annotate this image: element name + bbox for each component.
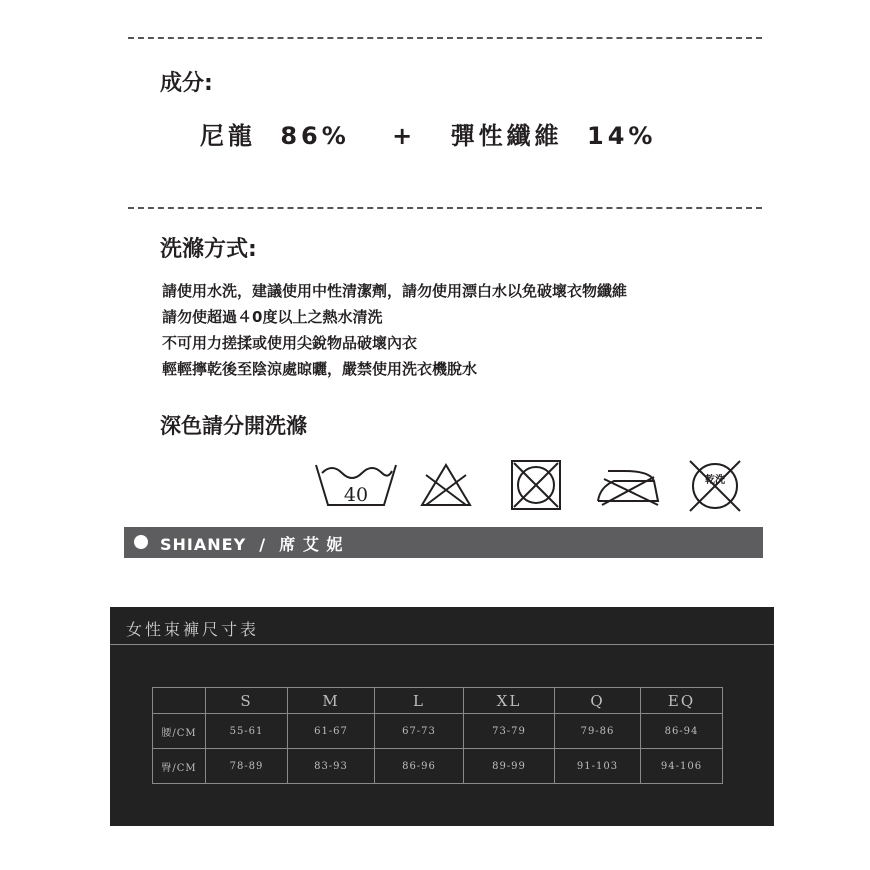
dry-clean-label: 乾洗 — [705, 475, 725, 486]
size-table — [152, 687, 723, 784]
table-cell: 79-86 — [555, 714, 641, 749]
table-cell: 91-103 — [555, 749, 641, 784]
size-header: EQ — [641, 688, 723, 714]
size-chart-title: 女性束褲尺寸表 — [126, 620, 260, 639]
size-header-row — [153, 688, 723, 714]
table-cell: 78-89 — [206, 749, 288, 784]
fiber-nylon: 尼龍 — [200, 122, 256, 150]
row-label-waist: 腰/CM — [153, 714, 206, 749]
table-row — [153, 749, 723, 784]
size-chart-panel — [110, 607, 774, 826]
table-cell: 83-93 — [288, 749, 375, 784]
size-header: XL — [464, 688, 555, 714]
wash-temp-label: 40 — [343, 484, 369, 506]
title-rule — [110, 644, 774, 645]
plus-sign: + — [392, 122, 417, 150]
table-row — [153, 714, 723, 749]
table-cell: 73-79 — [464, 714, 555, 749]
fiber-elastane: 彈性纖維 — [450, 122, 563, 150]
table-cell: 61-67 — [288, 714, 375, 749]
no-tumble-dry-icon — [510, 459, 564, 511]
brand-name: SHIANEY / 席 艾 妮 — [160, 535, 344, 554]
size-header: L — [375, 688, 464, 714]
no-bleach-icon — [418, 459, 474, 511]
table-cell: 89-99 — [464, 749, 555, 784]
corner-cell — [153, 688, 206, 714]
size-header: S — [206, 688, 288, 714]
table-cell: 94-106 — [641, 749, 723, 784]
middle-divider — [128, 207, 762, 209]
wash-line: 請勿使超過４0度以上之熱水清洗 — [162, 308, 383, 326]
wash-line: 不可用力搓揉或使用尖銳物品破壞內衣 — [162, 334, 418, 352]
dark-separate-note: 深色請分開洗滌 — [160, 414, 307, 438]
wash-line: 請使用水洗，建議使用中性清潔劑，請勿使用漂白水以免破壞衣物纖維 — [162, 282, 628, 300]
brand-bar — [124, 527, 763, 558]
no-dry-clean-icon — [686, 459, 744, 513]
wash-line: 輕輕擰乾後至陰涼處晾曬，嚴禁使用洗衣機脫水 — [162, 360, 478, 378]
wash-40-icon — [314, 459, 398, 511]
size-header: Q — [555, 688, 641, 714]
washing-heading: 洗滌方式: — [160, 237, 257, 262]
row-label-hip: 臀/CM — [153, 749, 206, 784]
percent-elastane: 14% — [587, 122, 657, 150]
table-cell: 67-73 — [375, 714, 464, 749]
percent-nylon: 86% — [280, 122, 350, 150]
washing-instructions — [162, 278, 627, 382]
no-iron-icon — [594, 459, 662, 511]
size-header: M — [288, 688, 375, 714]
composition-heading: 成分: — [160, 71, 213, 96]
top-divider — [128, 37, 762, 39]
bullet-dot-icon — [134, 535, 148, 549]
table-cell: 55-61 — [206, 714, 288, 749]
table-cell: 86-96 — [375, 749, 464, 784]
table-cell: 86-94 — [641, 714, 723, 749]
composition-line — [200, 116, 656, 151]
care-icons — [314, 459, 744, 513]
